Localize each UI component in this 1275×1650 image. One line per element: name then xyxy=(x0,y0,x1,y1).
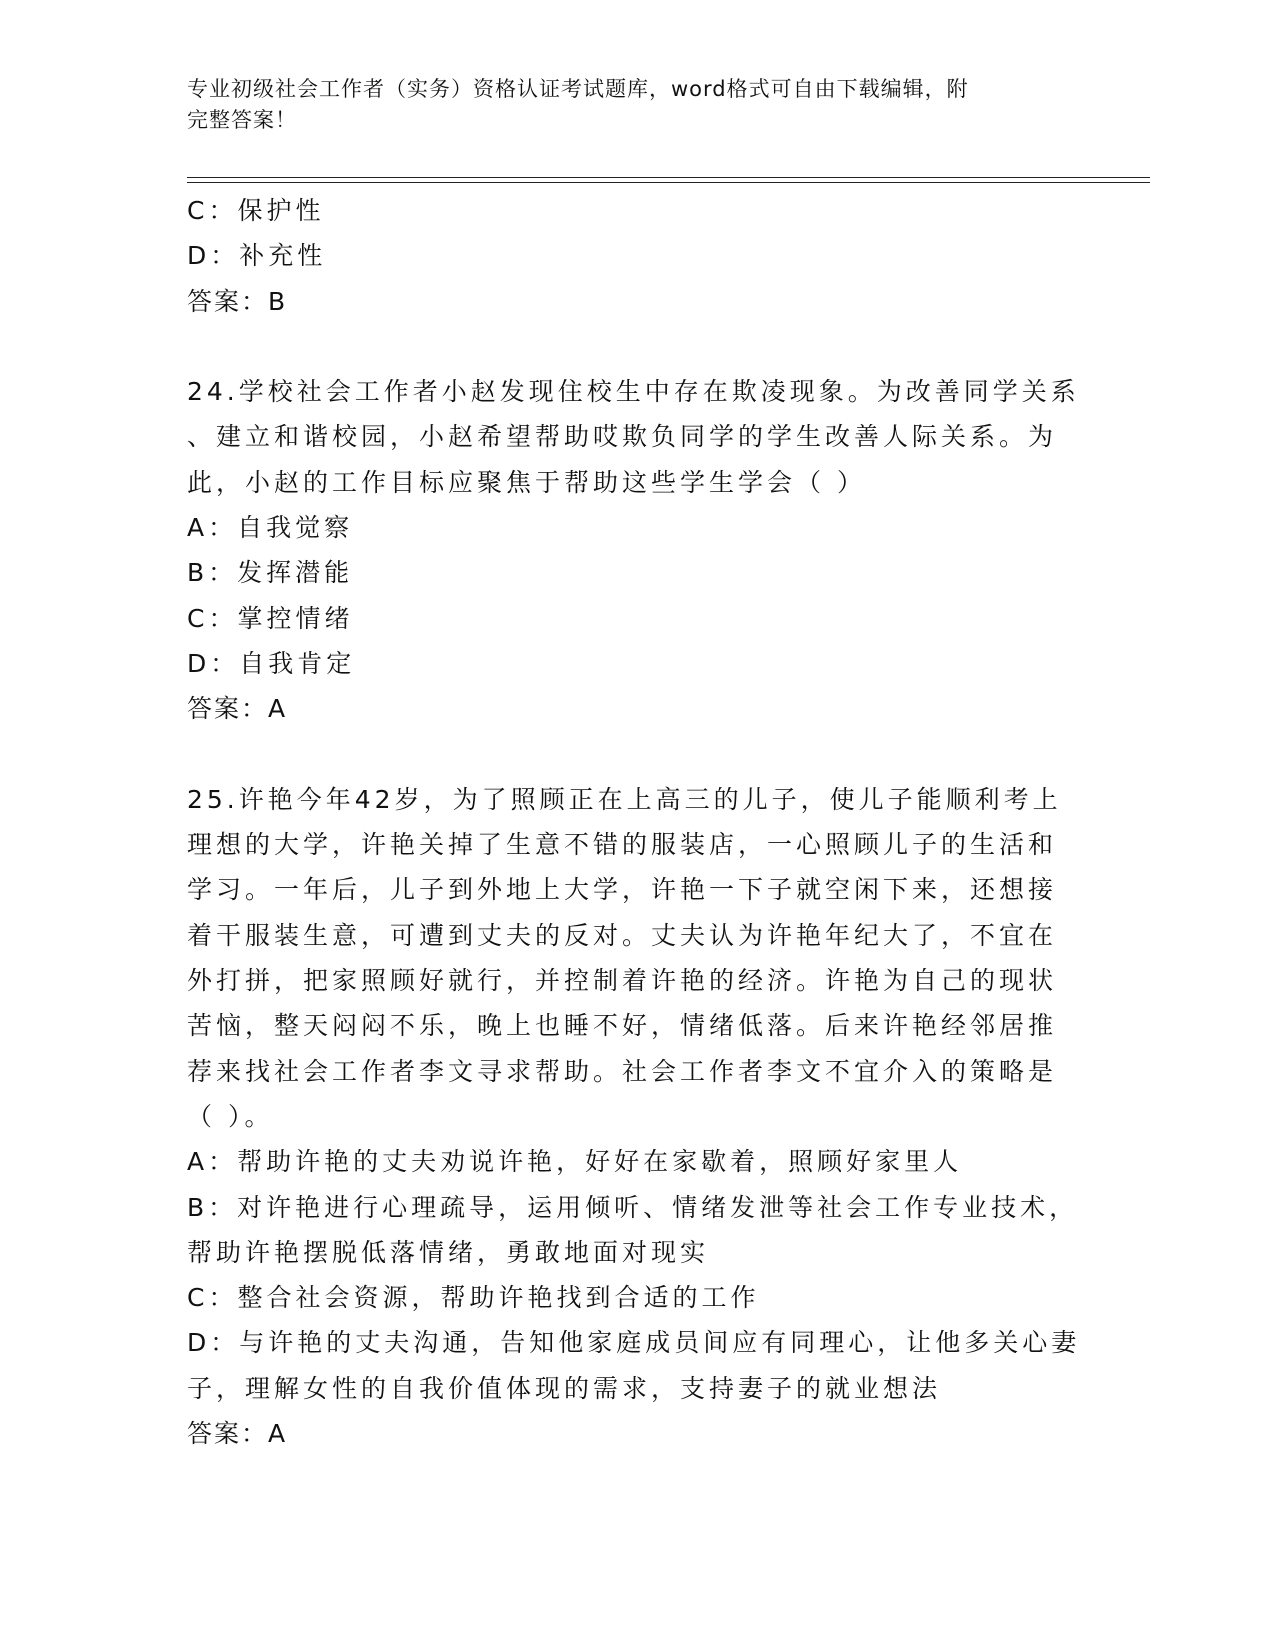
option-b-line-2: 帮助许艳摆脱低落情绪，勇敢地面对现实 xyxy=(187,1237,710,1267)
option-d: D：自我肯定 xyxy=(187,648,356,678)
question-stem-line: 着干服装生意，可遭到丈夫的反对。丈夫认为许艳年纪大了，不宜在 xyxy=(187,920,1058,950)
header-rule-bottom xyxy=(187,182,1150,183)
question-stem-line: 25.许艳今年42岁，为了照顾正在上高三的儿子，使儿子能顺利考上 xyxy=(187,784,1062,814)
option-d-line-1: D：与许艳的丈夫沟通，告知他家庭成员间应有同理心，让他多关心妻 xyxy=(187,1328,1081,1358)
option-c: C：保护性 xyxy=(187,196,325,225)
option-d: D：补充性 xyxy=(187,241,327,271)
answer-line: 答案：B xyxy=(187,286,288,316)
document-header xyxy=(187,74,1067,136)
question-stem-line: 苦恼，整天闷闷不乐，晚上也睡不好，情绪低落。后来许艳经邻居推 xyxy=(187,1011,1058,1041)
spacer xyxy=(187,324,1067,369)
question-stem-line: （ ）。 xyxy=(187,1101,274,1131)
question-stem-line: 、建立和谐校园，小赵希望帮助哎欺负同学的学生改善人际关系。为 xyxy=(187,422,1058,452)
option-d-line-2: 子，理解女性的自我价值体现的需求，支持妻子的就业想法 xyxy=(187,1373,942,1403)
question-stem-line: 荐来找社会工作者李文寻求帮助。社会工作者李文不宜介入的策略是 xyxy=(187,1056,1058,1086)
option-a: A：自我觉察 xyxy=(187,513,354,543)
question-stem-line: 学习。一年后，儿子到外地上大学，许艳一下子就空闲下来，还想接 xyxy=(187,875,1058,905)
question-24 xyxy=(187,369,1080,731)
answer-line: 答案：A xyxy=(187,694,288,724)
question-25 xyxy=(187,777,1081,1456)
question-stem-line: 此，小赵的工作目标应聚焦于帮助这些学生学会（ ） xyxy=(187,467,866,497)
option-b-line-1: B：对许艳进行心理疏导，运用倾听、情绪发泄等社会工作专业技术， xyxy=(187,1192,1079,1222)
spacer xyxy=(187,732,1067,777)
header-line-2: 完整答案！ xyxy=(187,108,297,132)
option-c: C：掌控情绪 xyxy=(187,603,354,633)
question-stem-line: 理想的大学，许艳关掉了生意不错的服装店，一心照顾儿子的生活和 xyxy=(187,830,1058,860)
question-stem-line: 24.学校社会工作者小赵发现住校生中存在欺凌现象。为改善同学关系 xyxy=(187,377,1080,407)
question-stem-line: 外打拼，把家照顾好就行，并控制着许艳的经济。许艳为自己的现状 xyxy=(187,966,1058,996)
document-body xyxy=(187,188,1081,1456)
header-line-1: 专业初级社会工作者（实务）资格认证考试题库，word格式可自由下载编辑，附 xyxy=(187,77,969,101)
option-a: A：帮助许艳的丈夫劝说许艳，好好在家歇着，照顾好家里人 xyxy=(187,1147,963,1177)
option-c: C：整合社会资源，帮助许艳找到合适的工作 xyxy=(187,1283,760,1313)
header-rule-top xyxy=(187,177,1150,178)
answer-line: 答案：A xyxy=(187,1419,288,1449)
prev-question xyxy=(187,188,1067,324)
option-b: B：发挥潜能 xyxy=(187,558,354,588)
